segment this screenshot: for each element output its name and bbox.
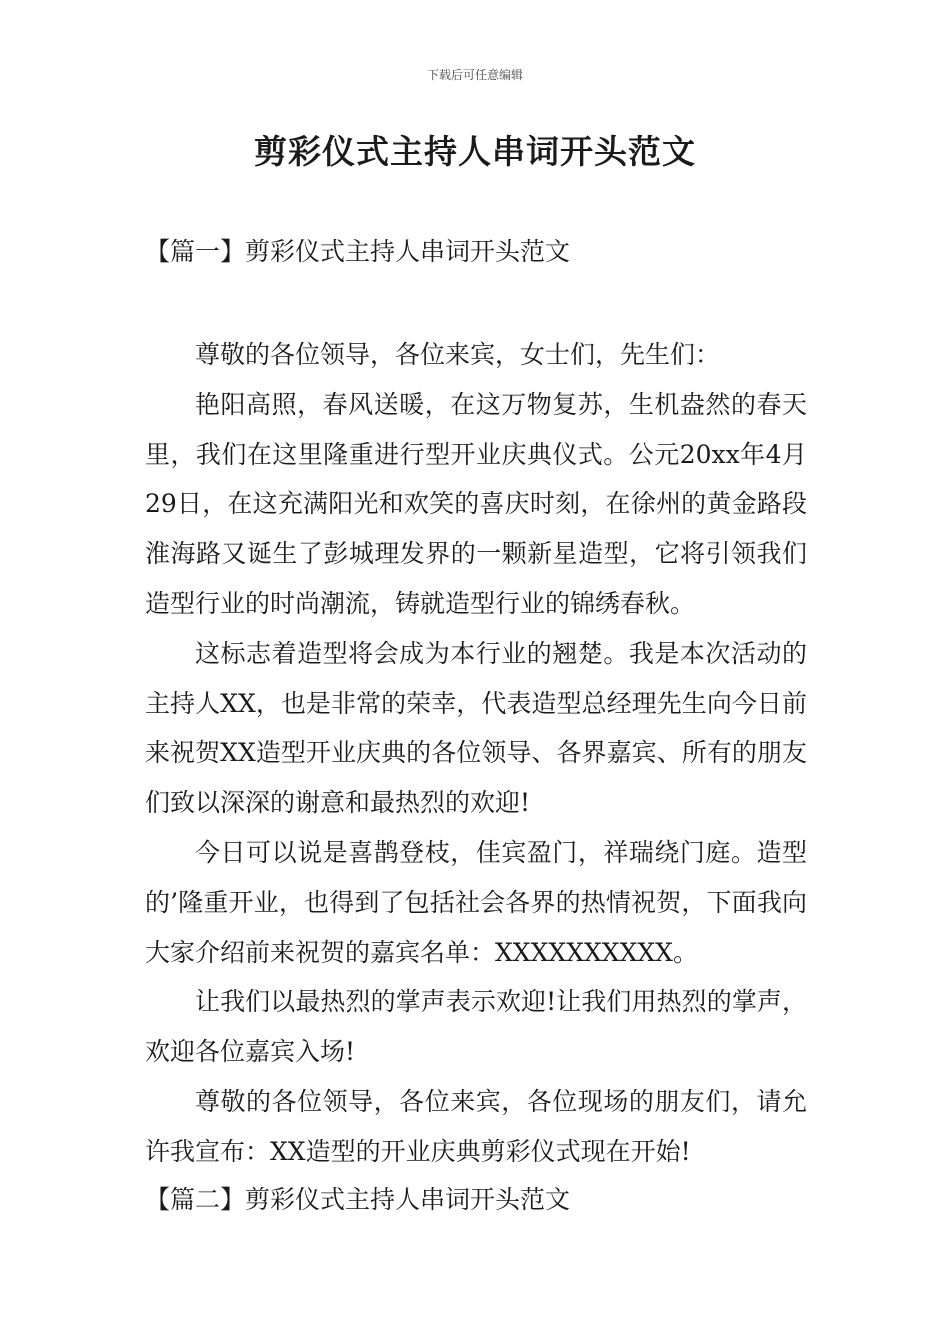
paragraph: 这标志着造型将会成为本行业的翘楚。我是本次活动的主持人XX，也是非常的荣幸，代表造型总经理先生向今日前来祝贺XX造型开业庆典的各位领导、各界嘉宾、所有的朋友们致以深深的谢意和最热烈的欢迎! [145,638,807,818]
paragraph: 让我们以最热烈的掌声表示欢迎!让我们用热烈的掌声，欢迎各位嘉宾入场! [145,987,807,1067]
paragraph: 今日可以说是喜鹊登枝，佳宾盈门，祥瑞绕门庭。造型的’隆重开业，也得到了包括社会各界的热情祝贺，下面我向大家介绍前来祝贺的嘉宾名单：XXXXXXXXXX。 [145,837,807,967]
paragraph-greeting: 尊敬的各位领导，各位来宾，女士们，先生们： [195,340,721,369]
document-title: 剪彩仪式主持人串词开头范文 [254,132,696,171]
section-heading-2: 【篇二】剪彩仪式主持人串词开头范文 [145,1185,571,1214]
document-body [145,330,807,1177]
paragraph: 艳阳高照，春风送暖，在这万物复苏，生机盎然的春天里，我们在这里隆重进行型开业庆典仪式。公元20xx年4月29日，在这充满阳光和欢笑的喜庆时刻，在徐州的黄金路段淮海路又诞生了彭城理发界的一颗新星造型，它将引领我们造型行业的时尚潮流，铸就造型行业的锦绣春秋。 [145,389,807,618]
paragraph: 尊敬的各位领导，各位来宾，各位现场的朋友们，请允许我宣布：XX造型的开业庆典剪彩仪式现在开始! [145,1086,807,1166]
section-heading-1: 【篇一】剪彩仪式主持人串词开头范文 [145,237,571,266]
page-header: 下载后可任意编辑 [426,68,523,82]
